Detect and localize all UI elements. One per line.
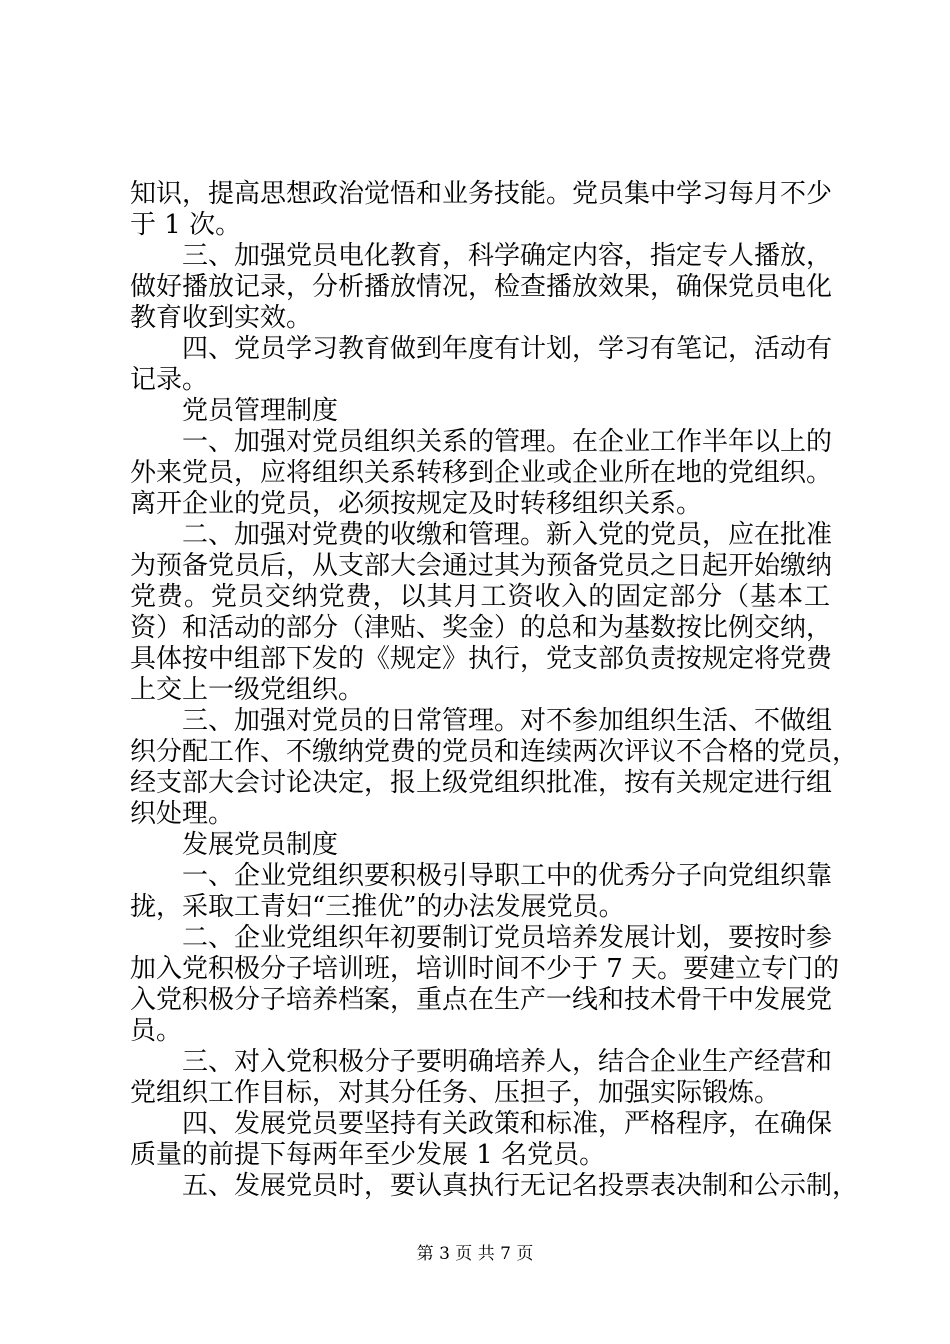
text-line: 二、加强对党费的收缴和管理。新入党的党员，应在批准 — [130, 520, 833, 550]
text-line: 党费。党员交纳党费，以其月工资收入的固定部分（基本工 — [130, 582, 830, 612]
text-line: 党员管理制度 — [130, 396, 339, 426]
text-line: 外来党员，应将组织关系转移到企业或企业所在地的党组织。 — [130, 458, 833, 488]
text-line: 四、发展党员要坚持有关政策和标准，严格程序，在确保 — [130, 1109, 833, 1139]
text-line: 拢，采取工青妇“三推优”的办法发展党员。 — [130, 892, 625, 922]
text-line: 于 1 次。 — [130, 210, 242, 240]
text-line: 三、加强对党员的日常管理。对不参加组织生活、不做组 — [130, 706, 833, 736]
text-line: 为预备党员后，从支部大会通过其为预备党员之日起开始缴纳 — [130, 551, 833, 581]
text-line: 织处理。 — [130, 799, 235, 829]
text-line: 党组织工作目标，对其分任务、压担子，加强实际锻炼。 — [130, 1078, 781, 1108]
text-line: 发展党员制度 — [130, 830, 339, 860]
text-line: 三、对入党积极分子要明确培养人，结合企业生产经营和 — [130, 1047, 833, 1077]
text-line: 三、加强党员电化教育，科学确定内容，指定专人播放， — [130, 241, 833, 271]
text-line: 五、发展党员时，要认真执行无记名投票表决制和公示制， — [130, 1171, 859, 1201]
text-line: 二、企业党组织年初要制订党员培养发展计划，要按时参 — [130, 923, 833, 953]
text-line: 经支部大会讨论决定，报上级党组织批准，按有关规定进行组 — [130, 768, 833, 798]
text-line: 记录。 — [130, 365, 209, 395]
text-line: 质量的前提下每两年至少发展 1 名党员。 — [130, 1140, 606, 1170]
text-line: 四、党员学习教育做到年度有计划，学习有笔记，活动有 — [130, 334, 833, 364]
text-line: 知识，提高思想政治觉悟和业务技能。党员集中学习每月不少 — [130, 179, 833, 209]
text-line: 入党积极分子培养档案，重点在生产一线和技术骨干中发展党 — [130, 985, 833, 1015]
page-footer: 第 3 页 共 7 页 — [416, 1244, 534, 1264]
text-line: 上交上一级党组织。 — [130, 675, 365, 705]
text-line: 做好播放记录，分析播放情况，检查播放效果，确保党员电化 — [130, 272, 833, 302]
text-line: 一、加强对党员组织关系的管理。在企业工作半年以上的 — [130, 427, 833, 457]
text-line: 加入党积极分子培训班，培训时间不少于 7 天。要建立专门的 — [130, 954, 840, 984]
text-line: 具体按中组部下发的《规定》执行，党支部负责按规定将党费 — [130, 644, 833, 674]
text-line: 资）和活动的部分（津贴、奖金）的总和为基数按比例交纳， — [130, 613, 833, 643]
text-line: 织分配工作、不缴纳党费的党员和连续两次评议不合格的党员， — [130, 737, 859, 767]
text-line: 一、企业党组织要积极引导职工中的优秀分子向党组织靠 — [130, 861, 833, 891]
text-line: 离开企业的党员，必须按规定及时转移组织关系。 — [130, 489, 703, 519]
text-line: 教育收到实效。 — [130, 303, 313, 333]
text-line: 员。 — [130, 1016, 183, 1046]
